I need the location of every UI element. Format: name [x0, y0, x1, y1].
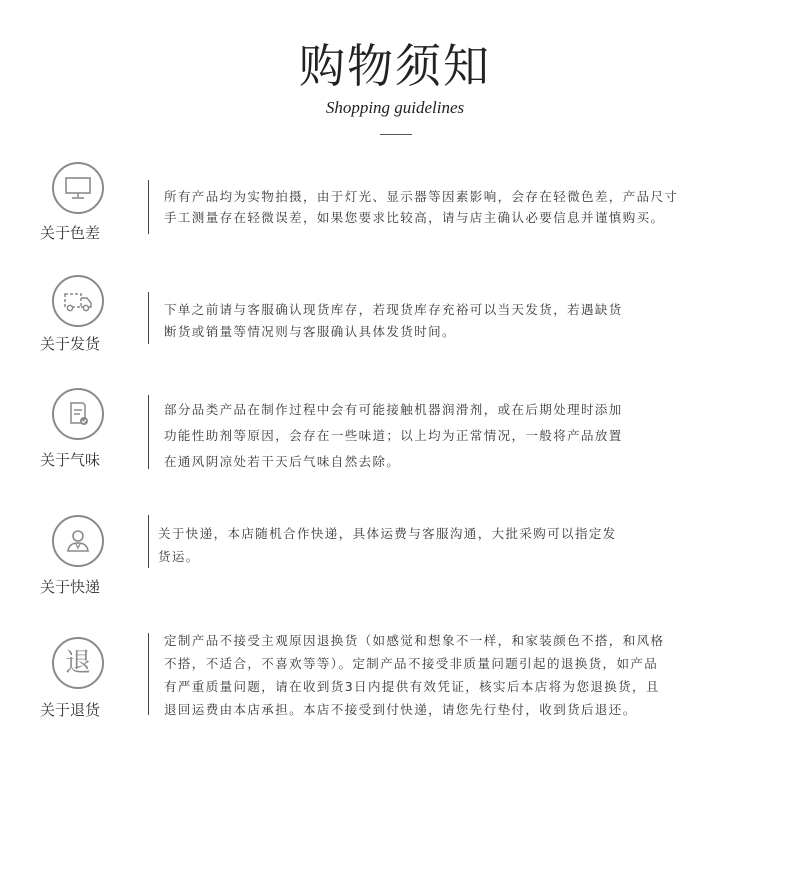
- checklist-icon: [52, 388, 104, 440]
- text-line: 货运。: [158, 549, 200, 564]
- section-label-returns: 关于退货: [40, 701, 101, 719]
- text-line: 关于快递，本店随机合作快递，具体运费与客服沟通，大批采购可以指定发: [158, 526, 617, 541]
- text-line: 手工测量存在轻微误差，如果您要求比较高，请与店主确认必要信息并谨慎购买。: [164, 210, 665, 225]
- title-divider: [380, 134, 412, 135]
- return-character: 退: [64, 648, 91, 678]
- section-label-courier: 关于快递: [40, 578, 101, 596]
- section-text-shipping: [164, 299, 764, 343]
- section-label-odor: 关于气味: [40, 451, 101, 469]
- delivery-truck-icon: [52, 275, 104, 327]
- monitor-icon: [52, 162, 104, 214]
- section-text-returns: [164, 629, 764, 721]
- section-divider: [148, 515, 149, 568]
- section-divider: [148, 292, 149, 344]
- text-line: 功能性助剂等原因，会存在一些味道；以上均为正常情况，一般将产品放置: [164, 428, 623, 443]
- text-line: 有严重质量问题，请在收到货3日内提供有效凭证，核实后本店将为您退换货，且: [164, 679, 660, 694]
- section-label-shipping: 关于发货: [40, 335, 101, 353]
- courier-person-icon: [52, 515, 104, 567]
- section-divider: [148, 395, 149, 469]
- text-line: 所有产品均为实物拍摄，由于灯光、显示器等因素影响，会存在轻微色差，产品尺寸: [164, 189, 679, 204]
- text-line: 不搭，不适合，不喜欢等等）。定制产品不接受非质量问题引起的退换货，如产品: [164, 656, 659, 671]
- section-text-color-difference: [164, 186, 764, 228]
- text-line: 退回运费由本店承担。本店不接受到付快递，请您先行垫付，收到货后退还。: [164, 702, 637, 717]
- section-divider: [148, 180, 149, 234]
- page-subtitle: Shopping guidelines: [325, 98, 465, 117]
- section-divider: [148, 633, 149, 715]
- text-line: 下单之前请与客服确认现货库存，若现货库存充裕可以当天发货，若遇缺货: [164, 302, 623, 317]
- text-line: 部分品类产品在制作过程中会有可能接触机器润滑剂，或在后期处理时添加: [164, 402, 623, 417]
- text-line: 断货或销量等情况则与客服确认具体发货时间。: [164, 324, 456, 339]
- return-character-icon: [52, 637, 104, 689]
- text-line: 在通风阴凉处若干天后气味自然去除。: [164, 454, 401, 469]
- section-label-color-difference: 关于色差: [40, 224, 101, 242]
- text-line: 定制产品不接受主观原因退换货（如感觉和想象不一样，和家装颜色不搭，和风格: [164, 633, 665, 648]
- section-text-odor: [164, 397, 764, 475]
- section-text-courier: [158, 522, 758, 568]
- page-title: 购物须知: [299, 39, 491, 93]
